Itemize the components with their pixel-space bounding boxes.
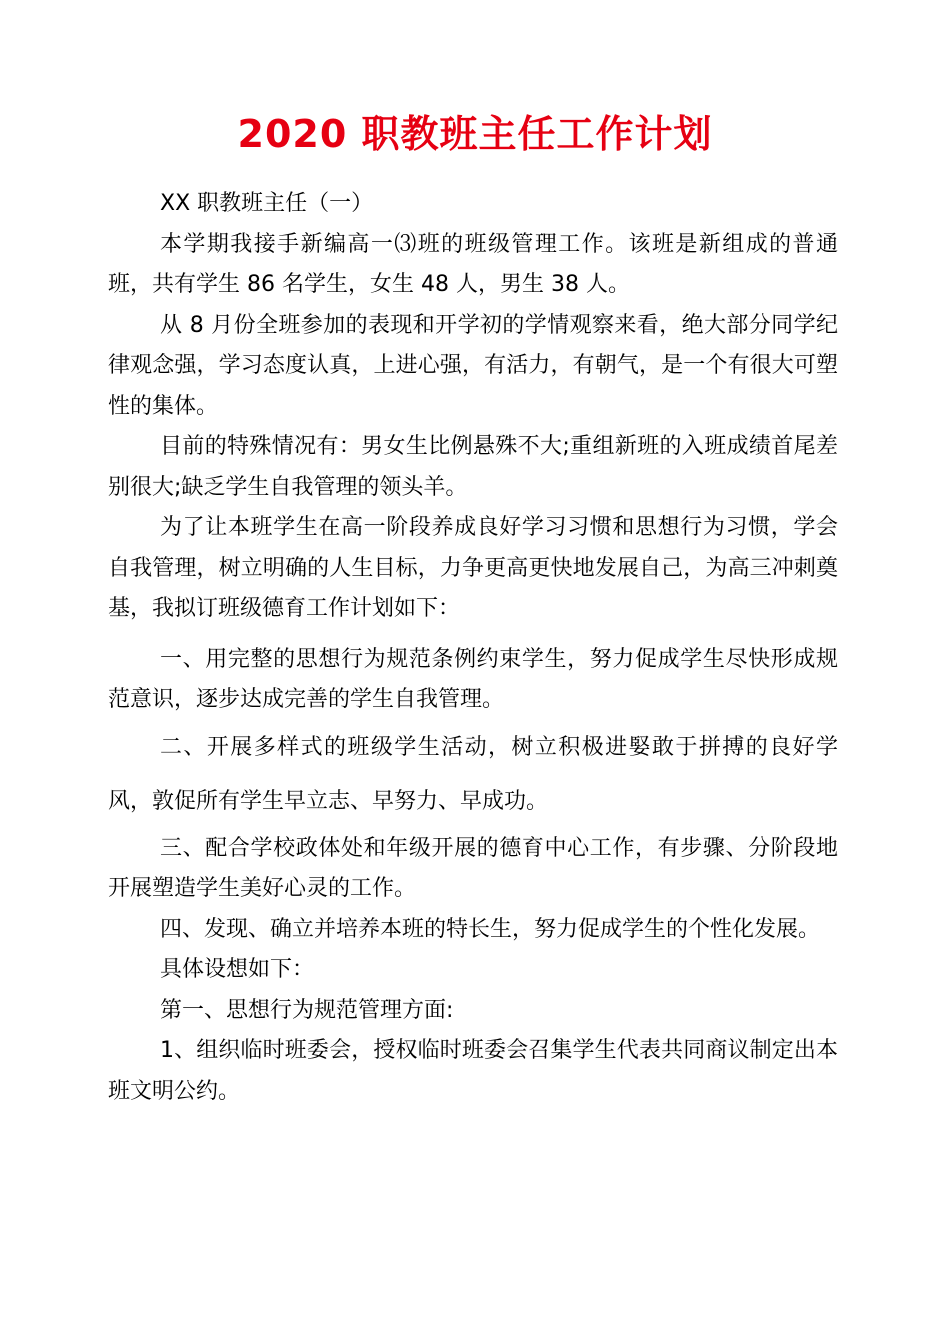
document-body [108, 184, 838, 1112]
paragraph-goal-four: 四、发现、确立并培养本班的特长生，努力促成学生的个性化发展。 [160, 916, 821, 942]
paragraph-heading: XX 职教班主任（一） [160, 191, 374, 216]
paragraph-item-one: 1、组织临时班委会，授权临时班委会召集学生代表共同商议制定出本班文明公约。 [108, 1038, 838, 1104]
paragraph-plan-purpose: 为了让本班学生在高一阶段养成良好学习习惯和思想行为习惯，学会自我管理，树立明确的人生目标，力争更高更快地发展自己，为高三冲刺奠基，我拟订班级德育工作计划如下： [108, 515, 838, 621]
document-title: 2020 职教班主任工作计划 [237, 112, 713, 156]
paragraph-goal-one: 一、用完整的思想行为规范条例约束学生，努力促成学生尽快形成规范意识，逐步达成完善的学生自我管理。 [108, 646, 838, 712]
paragraph-observation: 从 8 月份全班参加的表现和开学初的学情观察来看，绝大部分同学纪律观念强，学习态度认真，上进心强，有活力，有朝气，是一个有很大可塑性的集体。 [108, 312, 838, 419]
paragraph-goal-two: 二、开展多样式的班级学生活动，树立积极进婜敢于拼搏的良好学风，敦促所有学生早立志、早努力、早成功。 [108, 734, 838, 814]
paragraph-class-intro: 本学期我接手新编高一⑶班的班级管理工作。该班是新组成的普通班，共有学生 86 名学生，女生 48 人，男生 38 人。 [108, 231, 838, 297]
paragraph-specifics-heading: 具体设想如下： [160, 957, 315, 982]
paragraph-goal-three: 三、配合学校政体处和年级开展的德育中心工作，有步骤、分阶段地开展塑造学生美好心灵的工作。 [108, 835, 838, 901]
paragraph-section-one-heading: 第一、思想行为规范管理方面: [160, 997, 454, 1023]
paragraph-special-situation: 目前的特殊情况有：男女生比例悬殊不大;重组新班的入班成绩首尾差别很大;缺乏学生自我管理的领头羊。 [108, 434, 838, 500]
